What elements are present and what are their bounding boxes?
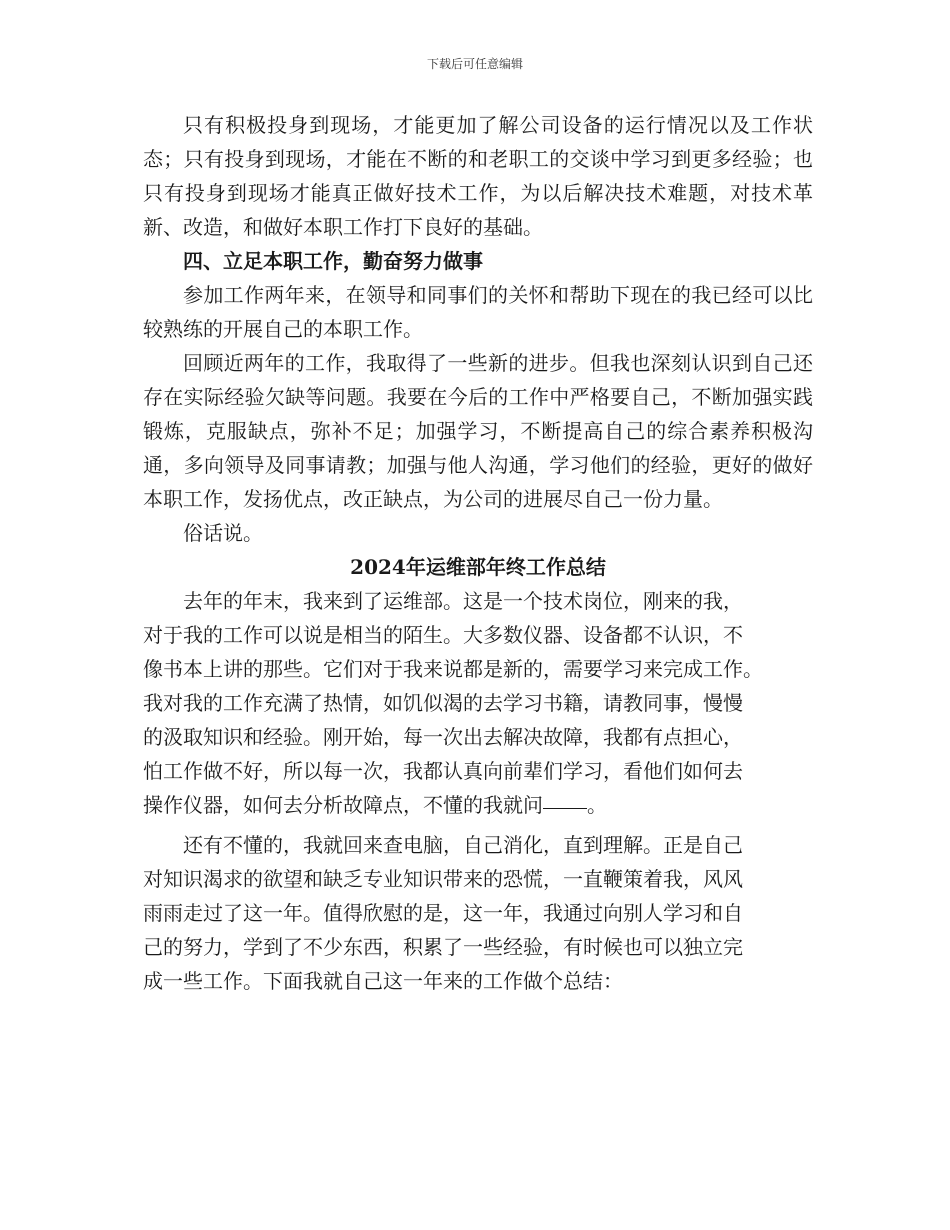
text-line: 己的努力，学到了不少东西，积累了一些经验，有时候也可以独立完 <box>143 935 743 959</box>
text-line: 成一些工作。下面我就自己这一年来的工作做个总结： <box>143 969 623 993</box>
text-line: 的汲取知识和经验。刚开始，每一次出去解决故障，我都有点担心， <box>143 725 743 749</box>
document-body <box>143 108 813 998</box>
text-line-with-blank <box>143 788 813 822</box>
text-line: 对于我的工作可以说是相当的陌生。大多数仪器、设备都不认识，不 <box>143 623 743 647</box>
section-heading-four: 四、立足本职工作，勤奋努力做事 <box>183 249 483 273</box>
paragraph-last-year <box>143 584 813 822</box>
text-line: 去年的年末，我来到了运维部。这是一个技术岗位，刚来的我， <box>183 589 743 613</box>
fill-in-blank <box>543 807 587 809</box>
paragraph-review: 回顾近两年的工作，我取得了一些新的进步。但我也深刻认识到自己还存在实际经验欠缺等问题。我要在今后的工作中严格要自己，不断加强实践锻炼，克服缺点，弥补不足；加强学习，不断提高自己的综合素养积极沟通，多向领导及同事请教；加强与他人沟通，学习他们的经验，更好的做好本职工作，发扬优点，改正缺点，为公司的进展尽自己一份力量。 <box>143 351 813 511</box>
text-line: 雨雨走过了这一年。值得欣慰的是，这一年，我通过向别人学习和自 <box>143 901 743 925</box>
sentence-end: 。 <box>587 793 607 817</box>
paragraph-onsite: 只有积极投身到现场，才能更加了解公司设备的运行情况以及工作状态；只有投身到现场，才能在不断的和老职工的交谈中学习到更多经验；也只有投身到现场才能真正做好技术工作，为以后解决技术难题，对技术革新、改造，和做好本职工作打下良好的基础。 <box>143 113 813 239</box>
text-line: 还有不懂的，我就回来查电脑，自己消化，直到理解。正是自己 <box>183 833 743 857</box>
paragraph-saying: 俗话说。 <box>183 521 263 545</box>
text-line: 我对我的工作充满了热情，如饥似渴的去学习书籍，请教同事，慢慢 <box>143 691 743 715</box>
text-line: 怕工作做不好，所以每一次，我都认真向前辈们学习，看他们如何去 <box>143 759 743 783</box>
text-line: 像书本上讲的那些。它们对于我来说都是新的，需要学习来完成工作。 <box>143 657 763 681</box>
paragraph-two-years: 参加工作两年来，在领导和同事们的关怀和帮助下现在的我已经可以比较熟练的开展自己的本职工作。 <box>143 283 813 341</box>
document-title: 2024年运维部年终工作总结 <box>350 555 606 579</box>
paragraph-still-unclear <box>143 828 813 998</box>
text-line: 对知识渴求的欲望和缺乏专业知识带来的恐慌，一直鞭策着我，风风 <box>143 867 743 891</box>
text-line: 操作仪器，如何去分析故障点，不懂的我就问 <box>143 793 543 817</box>
page-header-note: 下载后可任意编辑 <box>426 57 523 71</box>
